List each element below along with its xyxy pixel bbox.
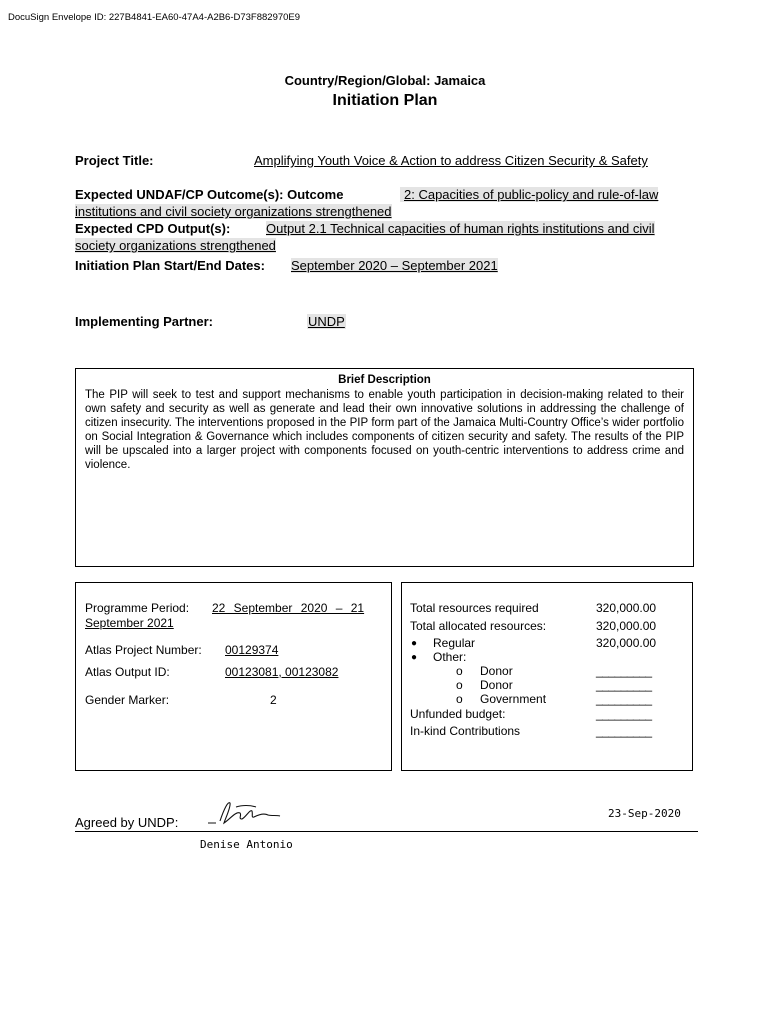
bullet-icon: ● bbox=[411, 638, 418, 649]
country-heading: Country/Region/Global: Jamaica bbox=[284, 73, 486, 88]
undaf-outcome-value-line1: 2: Capacities of public-policy and rule-of-law bbox=[400, 187, 658, 202]
project-title-value: Amplifying Youth Voice & Action to address Citizen Security & Safety bbox=[254, 153, 648, 168]
undaf-outcome-label: Expected UNDAF/CP Outcome(s): Outcome bbox=[75, 187, 344, 202]
atlas-project-label: Atlas Project Number: bbox=[85, 643, 202, 657]
brief-description-text: The PIP will seek to test and support mechanisms to enable youth participation in decision-making related to their own safety and security as well as generate and lead their own innovative solutions in addressing the challenge of citizen insecurity. The interventions proposed in the PIP form part of the Jamaica Multi-Country Office’s wider portfolio on Social Integration & Governance which includes components of citizen security and safety. The results of the PIP will be upscaled into a larger project with components focused on youth-centric interventions to address crime and violence. bbox=[85, 389, 684, 471]
donor1-label: Donor bbox=[480, 664, 513, 678]
cpd-output-value-line1: Output 2.1 Technical capacities of human rights institutions and civil bbox=[266, 221, 655, 236]
page-title: Initiation Plan bbox=[332, 92, 438, 109]
circle-bullet-icon: o bbox=[456, 664, 463, 678]
signer-name: Denise Antonio bbox=[200, 838, 293, 851]
atlas-output-label: Atlas Output ID: bbox=[85, 665, 170, 679]
cpd-output-label: Expected CPD Output(s): bbox=[75, 221, 231, 236]
unfunded-blank: _________ bbox=[596, 707, 652, 721]
total-allocated-label: Total allocated resources: bbox=[410, 619, 547, 633]
programme-period-value-line2: September 2021 bbox=[85, 616, 174, 630]
gender-marker-value: 2 bbox=[270, 693, 277, 707]
unfunded-label: Unfunded budget: bbox=[410, 707, 506, 721]
atlas-output-value: 00123081, 00123082 bbox=[225, 665, 339, 679]
programme-period-label: Programme Period: bbox=[85, 601, 190, 615]
gender-marker-label: Gender Marker: bbox=[85, 693, 170, 707]
resources-box bbox=[401, 582, 693, 771]
signature-line bbox=[75, 831, 698, 832]
dates-label: Initiation Plan Start/End Dates: bbox=[75, 258, 265, 273]
implementing-partner-label: Implementing Partner: bbox=[75, 314, 213, 329]
total-required-value: 320,000.00 bbox=[596, 601, 657, 615]
donor1-blank: _________ bbox=[596, 664, 652, 678]
donor2-label: Donor bbox=[480, 678, 513, 692]
project-title-label: Project Title: bbox=[75, 153, 154, 168]
inkind-label: In-kind Contributions bbox=[410, 724, 521, 738]
circle-bullet-icon: o bbox=[456, 678, 463, 692]
total-allocated-value: 320,000.00 bbox=[596, 619, 657, 633]
total-required-label: Total resources required bbox=[410, 601, 539, 615]
agreed-by-label: Agreed by UNDP: bbox=[75, 815, 179, 830]
regular-value: 320,000.00 bbox=[596, 636, 657, 650]
signature-date: 23-Sep-2020 bbox=[608, 807, 681, 820]
regular-label: Regular bbox=[433, 636, 476, 650]
undaf-outcome-value-line2: institutions and civil society organizations strengthened bbox=[75, 204, 392, 219]
bullet-icon: ● bbox=[411, 652, 418, 663]
government-label: Government bbox=[480, 692, 547, 706]
signature-image bbox=[206, 797, 286, 829]
brief-description-heading: Brief Description bbox=[338, 374, 431, 386]
inkind-blank: _________ bbox=[596, 724, 652, 738]
donor2-blank: _________ bbox=[596, 678, 652, 692]
envelope-id: DocuSign Envelope ID: 227B4841-EA60-47A4-A2B6-D73F882970E9 bbox=[8, 12, 301, 23]
programme-info-box bbox=[75, 582, 392, 771]
brief-description-box bbox=[75, 368, 694, 567]
atlas-project-value: 00129374 bbox=[225, 643, 279, 657]
programme-period-value-line1: 22 September 2020 – 21 bbox=[212, 601, 365, 615]
other-label: Other: bbox=[433, 650, 467, 664]
circle-bullet-icon: o bbox=[456, 692, 463, 706]
dates-value: September 2020 – September 2021 bbox=[291, 258, 498, 273]
cpd-output-value-line2: society organizations strengthened bbox=[75, 238, 276, 253]
government-blank: _________ bbox=[596, 692, 652, 706]
implementing-partner-value: UNDP bbox=[308, 314, 345, 329]
